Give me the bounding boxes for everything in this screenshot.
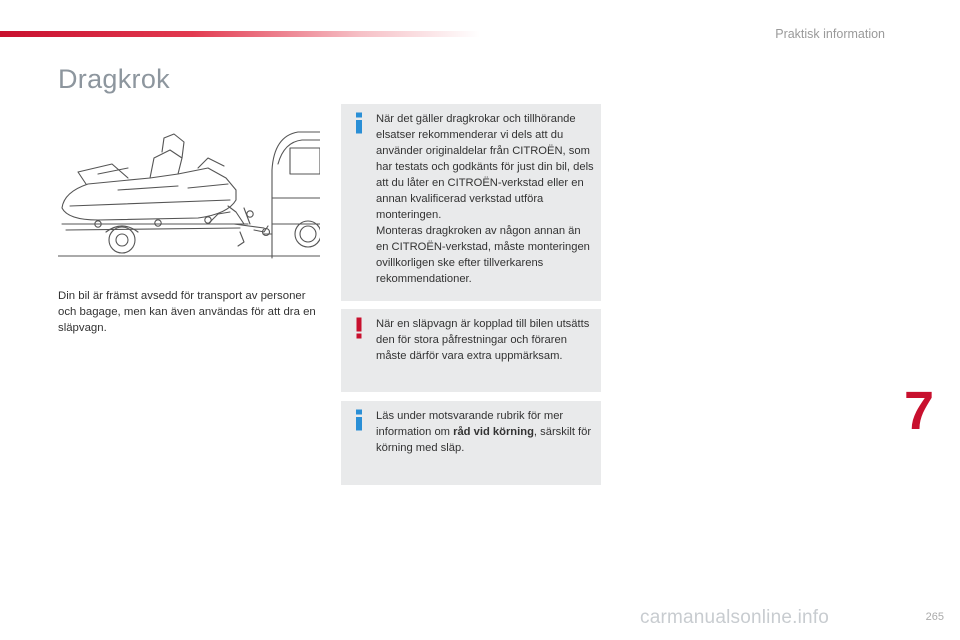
page-title: Dragkrok	[58, 64, 170, 94]
note-body	[376, 408, 596, 456]
warning-icon	[352, 317, 366, 339]
info-note-driving-advice	[341, 401, 601, 485]
note-body	[376, 111, 596, 287]
note-text: Läs under motsvarande rubrik för mer information om	[376, 410, 564, 438]
intro-paragraph: Din bil är främst avsedd för transport av personer och bagage, men kan även användas för att dra en släpvagn.	[58, 290, 316, 334]
note-body: När en släpvagn är kopplad till bilen utsätts den för stora påfrestningar och föraren måste därför vara extra uppmärksam.	[376, 318, 590, 362]
info-icon	[352, 409, 366, 431]
note-paragraph: Monteras dragkroken av någon annan än en CITROËN-verkstad, måste monteringen ovillkorligen ske efter tillverkarens rekommendationer.	[376, 225, 590, 285]
info-note-original-parts	[341, 104, 601, 301]
page-number: 265	[925, 611, 944, 623]
note-bold-term: råd vid körning	[453, 426, 534, 438]
watermark: carmanualsonline.info	[640, 607, 830, 628]
note-paragraph: När det gäller dragkrokar och tillhörande elsatser rekommenderar vi dels att du använder originaldelar från CITROËN, som har testats och godkänts för just din bil, dels att du låter en CITROËN-verkstad eller en annan kvalificerad verkstad utföra monteringen.	[376, 113, 594, 221]
section-header: Praktisk information	[775, 27, 885, 41]
info-icon	[352, 112, 366, 134]
warning-note-stress	[341, 309, 601, 392]
chapter-number: 7	[904, 381, 935, 441]
note-text: , särskilt för körning med släp.	[376, 426, 592, 454]
header-accent-bar	[0, 31, 480, 37]
towing-illustration	[58, 128, 320, 260]
